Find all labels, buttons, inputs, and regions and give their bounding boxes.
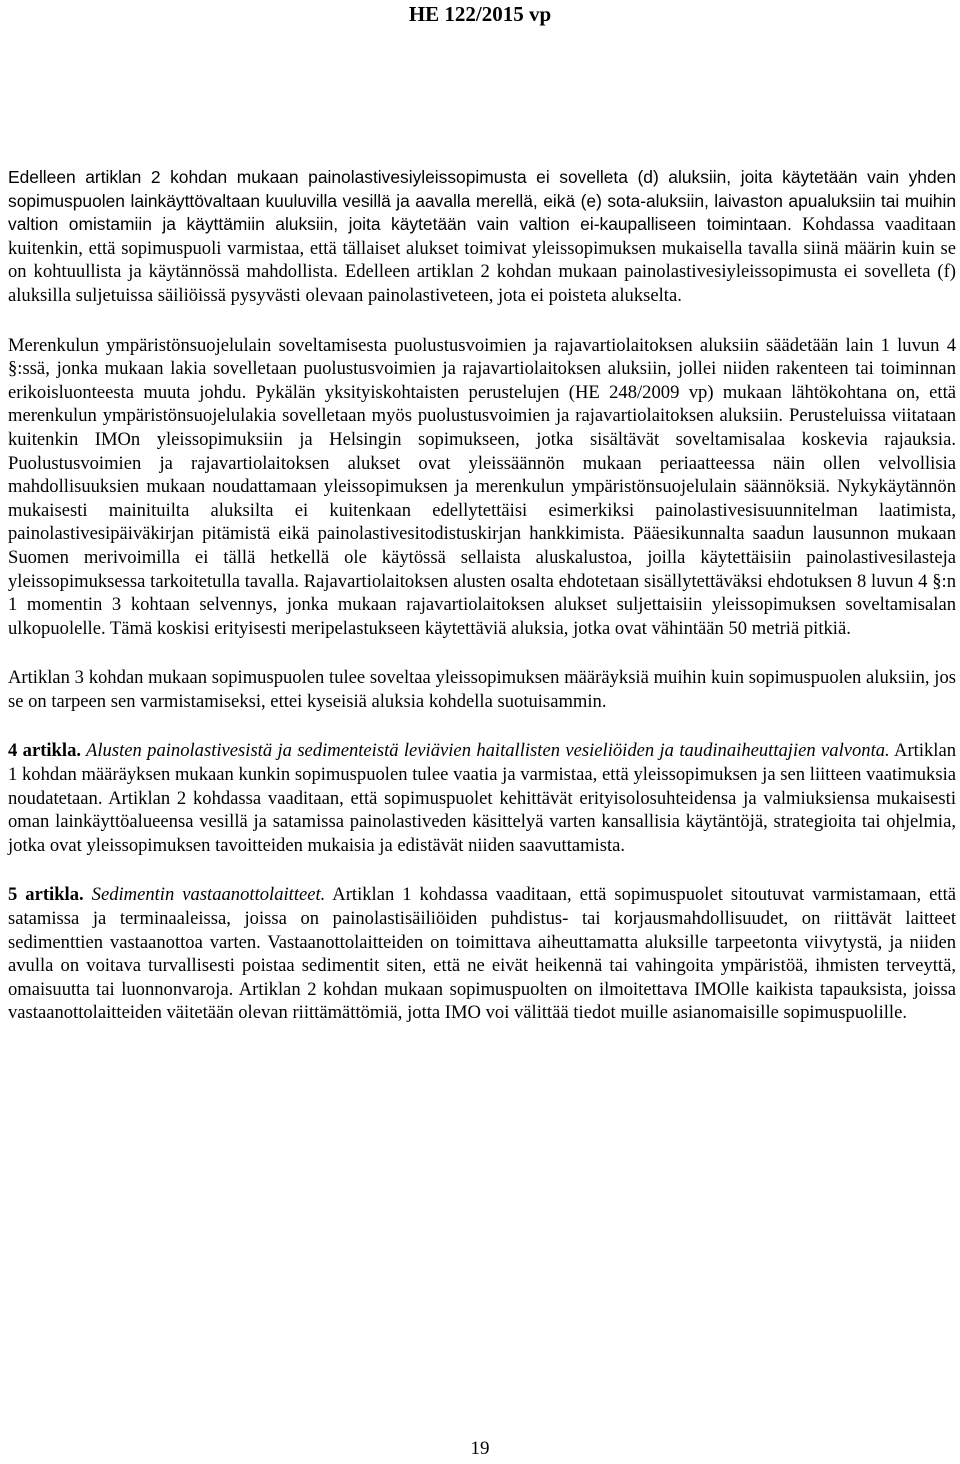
paragraph-1 (8, 166, 956, 308)
paragraph-1-sans-text: Edelleen artiklan 2 kohdan mukaan painolastivesiyleissopimusta ei sovelleta (d) aluksiin, joita käytetään vain yhden sopimuspuolen lainkäyttövaltaan kuuluvilla vesillä ja aavalla merellä, eikä (e) sota-aluksiin, laivaston apualuksiin tai muihin valtion omistamiin ja käyttämiin aluksiin, joita käytetään vain valtion ei-kaupalliseen toimintaan. (8, 167, 956, 235)
paragraph-2: Merenkulun ympäristönsuojelulain soveltamisesta puolustusvoimien ja rajavartiolaitoksen aluksiin säädetään lain 1 luvun 4 §:ssä, jonka mukaan lakia sovelletaan puolustusvoimien ja rajavartiolaitoksen aluksiin, jollei niiden rakenteen tai toiminnan erikoisluonteesta muuta johdu. Pykälän yksityiskohtaisten perustelujen (HE 248/2009 vp) mukaan lähtökohtana on, että merenkulun ympäristönsuojelulakia sovelletaan myös puolustusvoimien ja rajavartiolaitoksen aluksiin. Perusteluissa viitataan kuitenkin IMOn yleissopimuksiin ja Helsingin sopimukseen, jotka sisältävät soveltamisalaa koskevia rajauksia. Puolustusvoimien ja rajavartiolaitoksen alukset ovat yleissäännön mukaan periaatteessa näin ollen velvollisia mahdollisuuksien mukaan noudattamaan yleissopimuksen ja merenkulun ympäristönsuojelulain säännöksiä. Nykykäytännön mukaisesti mainituilta aluksilta ei kuitenkaan edellytettäisi esimerkiksi painolastivesisuunnitelman laatimista, painolastivesipäiväkirjan pitämistä eikä painolastivesitodistuskirjan hankkimista. Pääesikunnalta saadun lausunnon mukaan Suomen merivoimilla ei tällä hetkellä ole käytössä sellaista aluskalustoa, joilla käytettäisiin painolastivesilasteja yleissopimuksessa tarkoitetulla tavalla. Rajavartiolaitoksen alusten osalta ehdotetaan sisällytettäväksi ehdotuksen 8 luvun 4 §:n 1 momentin 3 kohtaan selvennys, jonka mukaan rajavartiolaitoksen alukset suljettaisiin yleissopimuksen soveltamisalan ulkopuolelle. Tämä koskisi erityisesti meripelastukseen käytettäviä aluksia, jotka ovat vähintään 50 metriä pitkiä. (8, 334, 956, 639)
article-5-section (8, 883, 956, 1025)
document-body (8, 166, 956, 1051)
article-5-text: Artiklan 1 kohdassa vaaditaan, että sopimuspuolet sitoutuvat varmistamaan, että satamissa ja terminaaleissa, joissa on painolastisäiliöiden puhdistus- tai korjausmahdollisuudet, on riittävät laitteet sedimenttien vastaanottoa varten. Vastaanottolaitteiden on toimittava aiheuttamatta aluksille tarpeetonta viivytystä, ja niiden avulla on voitava turvallisesti poistaa sedimentit siten, että ne eivät heikennä tai vahingoita ympäristöä, ihmisten terveyttä, omaisuutta tai luonnonvaroja. Artiklan 2 kohdan mukaan sopimuspuolten on ilmoitettava IMOlle kaikista tapauksista, joissa vastaanottolaitteiden väitetään olevan riittämättömiä, jotta IMO voi välittää tiedot muille asianomaisille sopimuspuolille. (8, 884, 956, 1024)
article-5-title: Sedimentin vastaanottolaitteet. (83, 884, 326, 906)
article-5-number: 5 artikla. (8, 884, 84, 906)
article-4-section (8, 739, 956, 857)
article-4-text: Artiklan 1 kohdan määräyksen mukaan kunkin sopimuspuolen tulee vaatia ja varmistaa, että yleissopimuksen ja sen liitteen vaatimuksia noudatetaan. Artiklan 2 kohdassa vaaditaan, että sopimuspuolet kehittävät erityisolosuhteidensa ja valmiuksiensa mukaisesti oman lainkäyttöalueensa vesillä ja satamissa painolastiveden käsittelyä varten kansallisia käytäntöjä, strategioita tai ohjelmia, jotka ovat yleissopimuksen tavoitteiden mukaisia ja edistävät niiden saavuttamista. (8, 740, 956, 856)
paragraph-3: Artiklan 3 kohdan mukaan sopimuspuolen tulee soveltaa yleissopimuksen määräyksiä muihin kuin sopimuspuolen aluksiin, jos se on tarpeen sen varmistamiseksi, ettei kyseisiä aluksia kohdella suotuisammin. (8, 667, 956, 712)
paragraph-1-serif-text: Kohdassa vaaditaan kuitenkin, että sopimuspuoli varmistaa, että tällaiset alukset toimivat yleissopimuksen mukaisella tavalla siinä määrin kuin se on kohtuullista ja käytännössä mahdollista. Edelleen artiklan 2 kohdan mukaan painolastivesiyleissopimusta ei sovelleta (f) aluksilla suljetuissa säiliöissä pysyvästi olevaan painolastiveteen, jota ei poisteta alukselta. (8, 214, 956, 306)
page-number: 19 (470, 1438, 490, 1459)
article-4-title: Alusten painolastivesistä ja sedimenteistä leviävien haitallisten vesieliöiden ja taudinaiheuttajien valvonta. (81, 740, 890, 762)
document-header: HE 122/2015 vp (408, 2, 552, 26)
article-4-number: 4 artikla. (8, 740, 82, 762)
